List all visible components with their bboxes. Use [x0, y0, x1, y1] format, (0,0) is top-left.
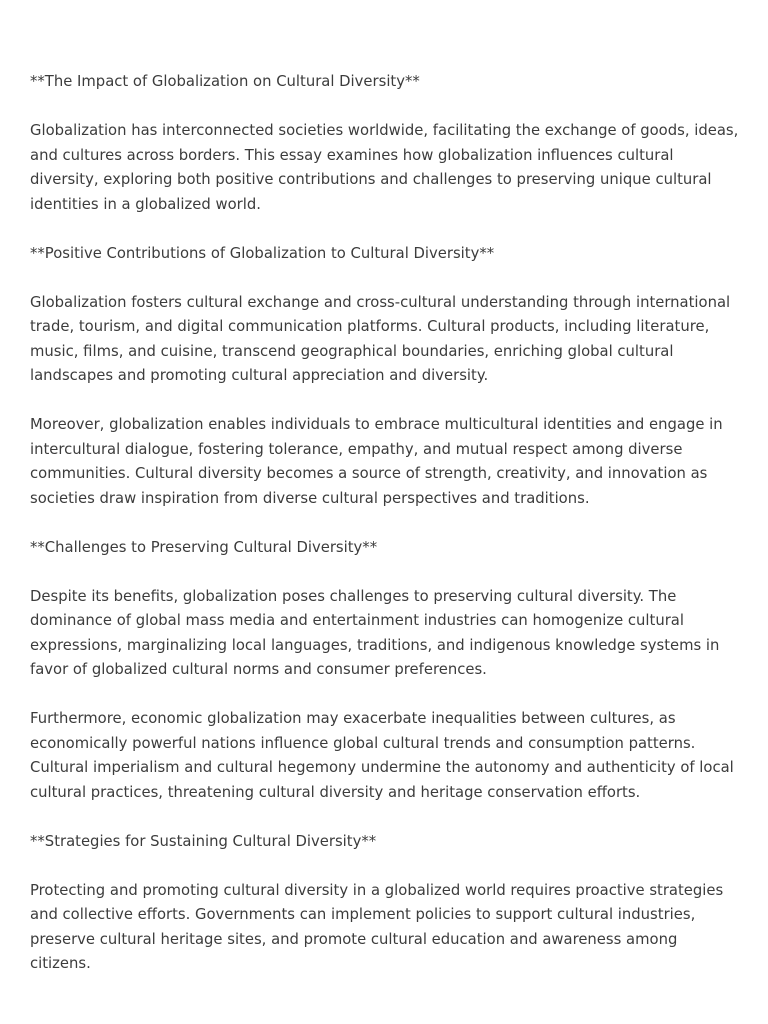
- section-heading-positive-contributions: **Positive Contributions of Globalization to Cultural Diversity**: [30, 244, 495, 262]
- paragraph-multicultural-identities: Moreover, globalization enables individuals to embrace multicultural identities and engage in intercultural dialogue, fostering tolerance, empathy, and mutual respect among diverse communities. Cultural diversity becomes a source of strength, creativity, and innovation as societies draw inspiration from diverse cultural perspectives and traditions.: [30, 416, 723, 507]
- paragraph-homogenization: Despite its benefits, globalization poses challenges to preserving cultural diversity. The dominance of global mass media and entertainment industries can homogenize cultural expressions, marginalizing local languages, traditions, and indigenous knowledge systems in favor of globalized cultural norms and consumer preferences.: [30, 587, 720, 678]
- paragraph-cultural-exchange: Globalization fosters cultural exchange and cross-cultural understanding through international trade, tourism, and digital communication platforms. Cultural products, including literature, music, films, and cuisine, transcend geographical boundaries, enriching global cultural landscapes and promoting cultural appreciation and diversity.: [30, 293, 731, 384]
- paragraph-inequalities: Furthermore, economic globalization may exacerbate inequalities between cultures, as economically powerful nations influence global cultural trends and consumption patterns. Cultural imperialism and cultural hegemony undermine the autonomy and authenticity of local cultural practices, threatening cultural diversity and heritage conservation efforts.: [30, 710, 734, 801]
- paragraph-protecting-diversity: Protecting and promoting cultural diversity in a globalized world requires proactive strategies and collective efforts. Governments can implement policies to support cultural industries, preserve cultural heritage sites, and promote cultural education and awareness among citizens.: [30, 881, 724, 972]
- essay-document: [30, 70, 742, 1001]
- section-heading-challenges: **Challenges to Preserving Cultural Diversity**: [30, 538, 378, 556]
- intro-paragraph: Globalization has interconnected societies worldwide, facilitating the exchange of goods, ideas, and cultures across borders. This essay examines how globalization influences cultural diversity, exploring both positive contributions and challenges to preserving unique cultural identities in a globalized world.: [30, 122, 739, 213]
- essay-title: **The Impact of Globalization on Cultural Diversity**: [30, 73, 420, 90]
- section-heading-strategies: **Strategies for Sustaining Cultural Diversity**: [30, 832, 377, 850]
